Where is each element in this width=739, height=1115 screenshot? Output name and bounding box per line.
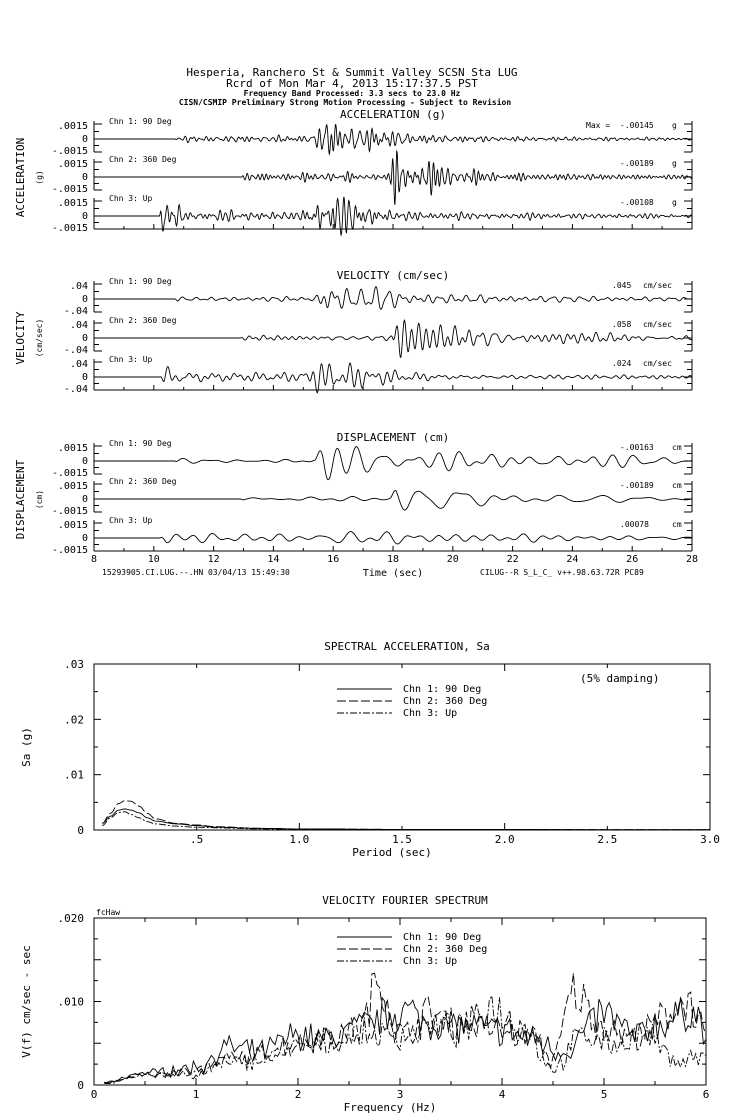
x-tick-label: 4: [498, 1088, 506, 1101]
y-tick-label: .0015: [57, 520, 88, 531]
x-tick-label: 3: [396, 1088, 404, 1101]
channel-max-value: -.00145: [620, 121, 654, 130]
y-tick-label: .020: [57, 912, 84, 925]
x-tick-label: 6: [702, 1088, 710, 1101]
y-tick-label: -.0015: [51, 545, 88, 556]
velocity-fourier-spectrum-chart: [20, 894, 709, 1114]
y-tick-label: -.04: [63, 345, 88, 356]
y-tick-label: -.0015: [51, 184, 88, 195]
legend-label: Chn 1: 90 Deg: [403, 932, 482, 943]
panel-title: ACCELERATION (g): [340, 108, 446, 121]
legend-label: Chn 2: 360 Deg: [403, 696, 488, 707]
y-tick-label: -.0015: [51, 146, 88, 157]
y-tick-label: .0015: [57, 481, 88, 492]
y-tick-label: .04: [69, 320, 88, 331]
y-tick-label: 0: [81, 172, 88, 183]
y-tick-label: 0: [81, 294, 88, 305]
legend-label: Chn 3: Up: [403, 956, 458, 967]
channel-max-value: -.00108: [620, 198, 654, 207]
channel-max-unit: cm: [672, 520, 682, 529]
x-tick-label: 1: [192, 1088, 200, 1101]
channel-label: Chn 2: 360 Deg: [109, 316, 177, 325]
channel-max-unit: cm/sec: [643, 320, 672, 329]
y-tick-label: .04: [69, 359, 88, 370]
x-tick-label: 26: [626, 554, 639, 565]
x-tick-label: 5: [600, 1088, 608, 1101]
x-tick-label: 28: [685, 554, 699, 565]
y-axis-label: ACCELERATION: [14, 137, 27, 218]
y-tick-label: 0: [81, 456, 88, 467]
footer-processing-version: CILUG--R S_L_C_ v++.98.63.72R PC89: [480, 568, 644, 577]
y-tick-label: -.0015: [51, 506, 88, 517]
series-line-2: [102, 812, 710, 830]
acceleration-panel: [14, 108, 692, 235]
channel-max-unit: cm/sec: [643, 359, 672, 368]
velocity-panel: [14, 269, 692, 395]
channel-label: Chn 3: Up: [109, 516, 153, 525]
channel-label: Chn 3: Up: [109, 194, 153, 203]
x-tick-label: 10: [147, 554, 160, 565]
corner-label: fcHaw: [96, 908, 121, 917]
channel-max-value: -.00189: [620, 481, 654, 490]
y-axis-title: V(f) cm/sec - sec: [20, 945, 33, 1058]
x-tick-label: 2.5: [597, 833, 618, 846]
y-axis-unit: (cm/sec): [35, 318, 44, 358]
waveform-trace: [94, 447, 692, 480]
chart-title: VELOCITY FOURIER SPECTRUM: [322, 894, 488, 907]
x-tick-label: 22: [506, 554, 519, 565]
y-tick-label: .01: [64, 768, 84, 782]
x-tick-label: 20: [446, 554, 459, 565]
series-line-1: [102, 801, 710, 830]
waveform-trace: [94, 532, 692, 544]
y-tick-label: -.04: [63, 306, 88, 317]
time-axis-labels: [102, 568, 644, 579]
channel-max-value: .058: [612, 320, 632, 329]
y-tick-label: 0: [81, 134, 88, 145]
plot-frame: [94, 664, 710, 830]
x-tick-label: 24: [566, 554, 579, 565]
x-tick-label: 1.5: [392, 833, 412, 846]
y-tick-label: 0: [81, 372, 88, 383]
x-tick-label: 1.0: [289, 833, 310, 846]
spectral-acceleration-chart: [20, 640, 720, 859]
y-axis-unit: (g): [35, 170, 44, 185]
panel-title: VELOCITY (cm/sec): [336, 269, 450, 282]
y-tick-label: 0: [81, 333, 88, 344]
x-axis-title: Period (sec): [352, 846, 432, 859]
header-record-time: Rcrd of Mon Mar 4, 2013 15:17:37.5 PST: [226, 77, 478, 90]
channel-label: Chn 1: 90 Deg: [109, 277, 172, 286]
x-tick-label: 8: [90, 554, 98, 565]
x-tick-label: 0: [90, 1088, 98, 1101]
chart-title: SPECTRAL ACCELERATION, Sa: [324, 640, 490, 653]
channel-label: Chn 2: 360 Deg: [109, 477, 177, 486]
displacement-panel: [14, 431, 698, 565]
y-tick-label: 0: [77, 824, 84, 837]
channel-max-unit: cm: [672, 481, 682, 490]
series-line-0: [102, 809, 710, 830]
y-tick-label: .04: [69, 281, 88, 292]
channel-label: Chn 2: 360 Deg: [109, 155, 177, 164]
channel-max-unit: g: [672, 198, 677, 207]
channel-max-unit: cm/sec: [643, 281, 672, 290]
channel-max-value: -.00163: [620, 443, 654, 452]
y-tick-label: 0: [81, 533, 88, 544]
y-tick-label: -.04: [63, 384, 88, 395]
waveform-trace: [94, 151, 692, 205]
legend-label: Chn 3: Up: [403, 708, 458, 719]
y-tick-label: .02: [64, 713, 84, 727]
y-tick-label: -.0015: [51, 223, 88, 234]
y-tick-label: -.0015: [51, 468, 88, 479]
x-tick-label: 3.0: [700, 833, 720, 846]
damping-annotation: (5% damping): [580, 672, 660, 685]
channel-max-value: .00078: [620, 520, 649, 529]
y-axis-label: VELOCITY: [14, 311, 27, 365]
y-tick-label: 0: [81, 211, 88, 222]
channel-max-value: -.00189: [620, 159, 654, 168]
series-line-2: [104, 996, 706, 1084]
x-axis-title: Frequency (Hz): [343, 1101, 437, 1114]
y-tick-label: .0015: [57, 159, 88, 170]
waveform-trace: [94, 287, 692, 310]
plot-frame: [94, 918, 706, 1085]
series-line-1: [104, 973, 706, 1083]
x-tick-label: 16: [327, 554, 340, 565]
report-header: [179, 66, 518, 107]
legend-label: Chn 1: 90 Deg: [403, 684, 482, 695]
y-tick-label: 0: [81, 494, 88, 505]
x-tick-label: .5: [190, 833, 204, 846]
channel-max-value: .024: [612, 359, 632, 368]
y-tick-label: .0015: [57, 121, 88, 132]
channel-max-unit: cm: [672, 443, 682, 452]
y-tick-label: .010: [57, 995, 84, 1009]
waveform-trace: [94, 320, 692, 357]
footer-record-id: 15293905.CI.LUG.--.HN 03/04/13 15:49:30: [102, 568, 290, 577]
time-axis-title: Time (sec): [362, 568, 424, 579]
y-axis-title: Sa (g): [20, 727, 33, 767]
x-tick-label: 18: [386, 554, 400, 565]
panel-title: DISPLACEMENT (cm): [336, 431, 450, 444]
x-tick-label: 12: [207, 554, 220, 565]
channel-max-unit: g: [672, 121, 677, 130]
y-axis-label: DISPLACEMENT: [14, 459, 27, 540]
y-tick-label: 0: [77, 1079, 84, 1092]
header-processing-note: CISN/CSMIP Preliminary Strong Motion Processing - Subject to Revision: [178, 98, 512, 107]
y-axis-unit: (cm): [35, 489, 44, 510]
header-frequency-band: Frequency Band Processed: 3.3 secs to 23.0 Hz: [243, 89, 461, 98]
header-station: Hesperia, Ranchero St & Summit Valley SCSN Sta LUG: [186, 66, 518, 79]
legend-label: Chn 2: 360 Deg: [403, 944, 488, 955]
y-tick-label: .0015: [57, 198, 88, 209]
y-tick-label: .03: [64, 658, 84, 671]
x-tick-label: 2: [294, 1088, 302, 1101]
x-tick-label: 2.0: [494, 833, 515, 846]
x-tick-label: 14: [267, 554, 280, 565]
channel-max-value: .045: [612, 281, 632, 290]
y-tick-label: .0015: [57, 443, 88, 454]
max-label: Max =: [586, 121, 611, 130]
channel-label: Chn 1: 90 Deg: [109, 117, 172, 126]
channel-max-unit: g: [672, 159, 677, 168]
channel-label: Chn 1: 90 Deg: [109, 439, 172, 448]
channel-label: Chn 3: Up: [109, 355, 153, 364]
waveform-trace: [94, 491, 692, 511]
